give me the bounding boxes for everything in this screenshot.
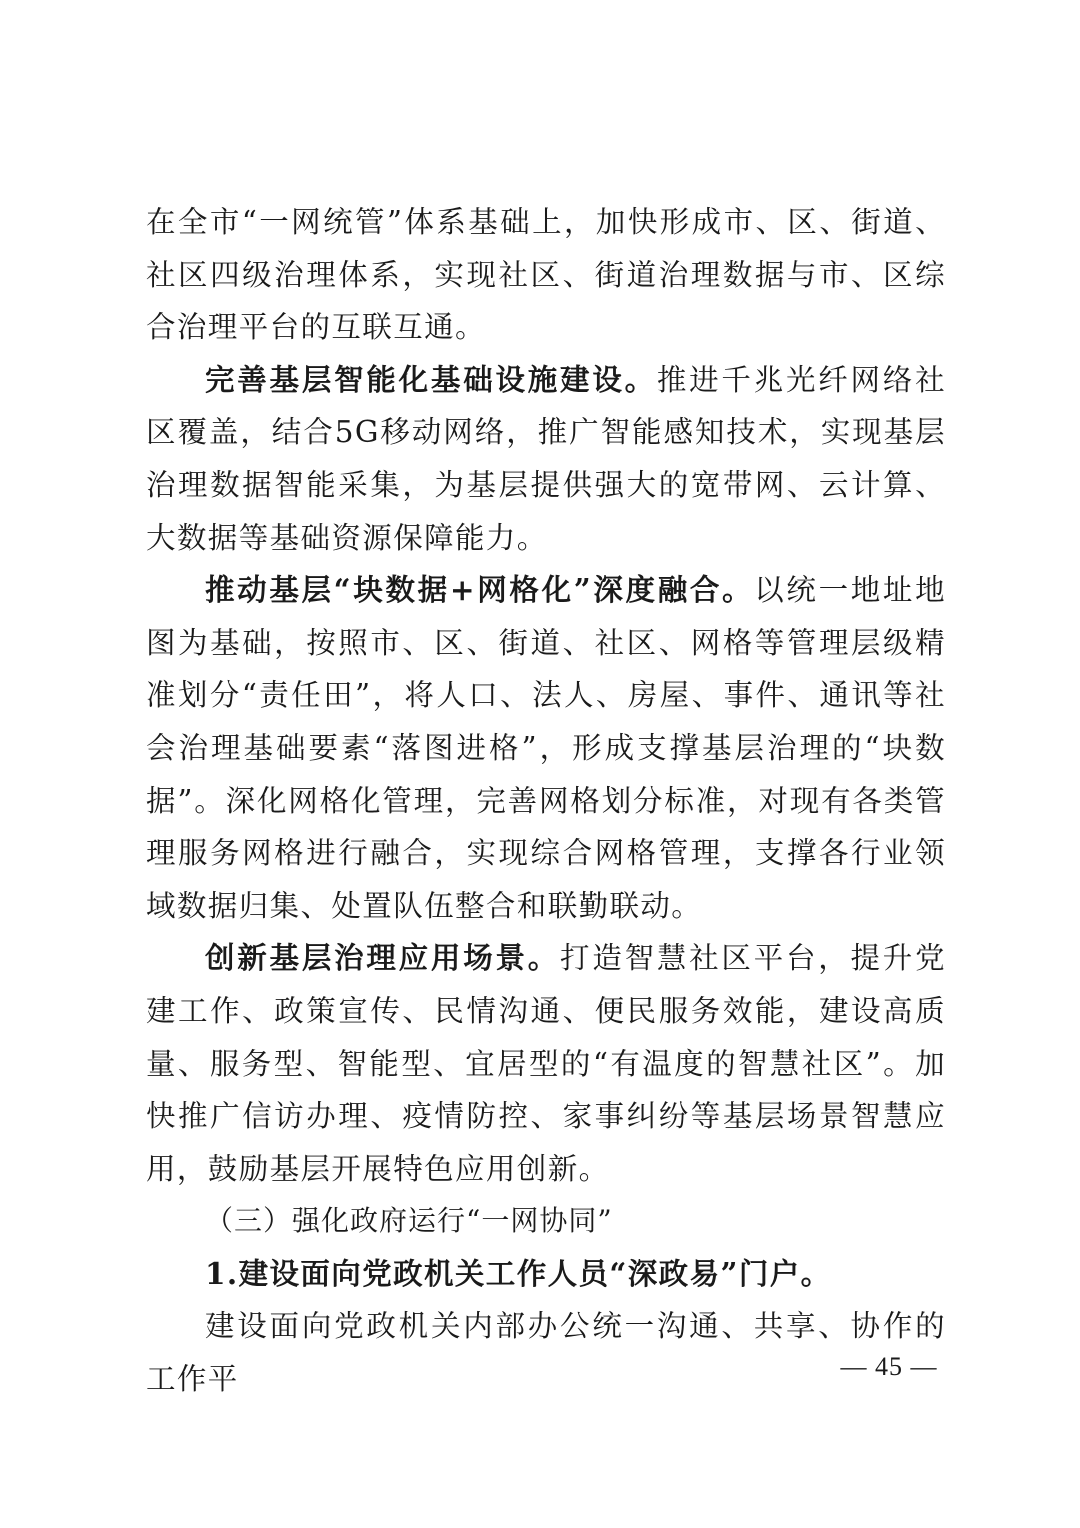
section-heading: （三）强化政府运行“一网协同” [205,1204,613,1238]
paragraph-2 [146,354,946,564]
paragraph-4 [146,932,946,1195]
paragraph-2-lead: 完善基层智能化基础设施建设。 [205,361,657,397]
paragraph-4-lead: 创新基层治理应用场景。 [205,940,561,976]
paragraph-1-text: 在全市“一网统管”体系基础上，加快形成市、区、街道、社区四级治理体系，实现社区、街道治理数据与市、区综合治理平台的互联互通。 [146,205,946,345]
paragraph-3 [146,564,946,932]
paragraph-4-text: 打造智慧社区平台，提升党建工作、政策宣传、民情沟通、便民服务效能，建设高质量、服务型、智能型、宜居型的“有温度的智慧社区”。加快推广信访办理、疫情防控、家事纠纷等基层场景智慧应用，鼓励基层开展特色应用创新。 [146,941,946,1186]
sub-heading: 1.建设面向党政机关工作人员“深政易”门户。 [205,1255,832,1291]
paragraph-1 [146,196,946,354]
paragraph-5: 建设面向党政机关内部办公统一沟通、共享、协作的工作平 [146,1309,946,1397]
paragraph-2-text: 推进千兆光纤网络社区覆盖，结合5G移动网络，推广智能感知技术，实现基层治理数据智能采集，为基层提供强大的宽带网、云计算、大数据等基础资源保障能力。 [146,362,946,555]
document-body [146,196,946,1406]
page-number: — 45 — [840,1352,938,1381]
paragraph-3-text: 以统一地址地图为基础，按照市、区、街道、社区、网格等管理层级精准划分“责任田”，将人口、法人、房屋、事件、通讯等社会治理基础要素“落图进格”，形成支撑基层治理的“块数据”。深化网格化管理，完善网格划分标准，对现有各类管理服务网格进行融合，实现综合网格管理，支撑各行业领域数据归集、处置队伍整合和联勤联动。 [146,573,946,923]
paragraph-3-lead: 推动基层“块数据+网格化”深度融合。 [205,572,755,608]
